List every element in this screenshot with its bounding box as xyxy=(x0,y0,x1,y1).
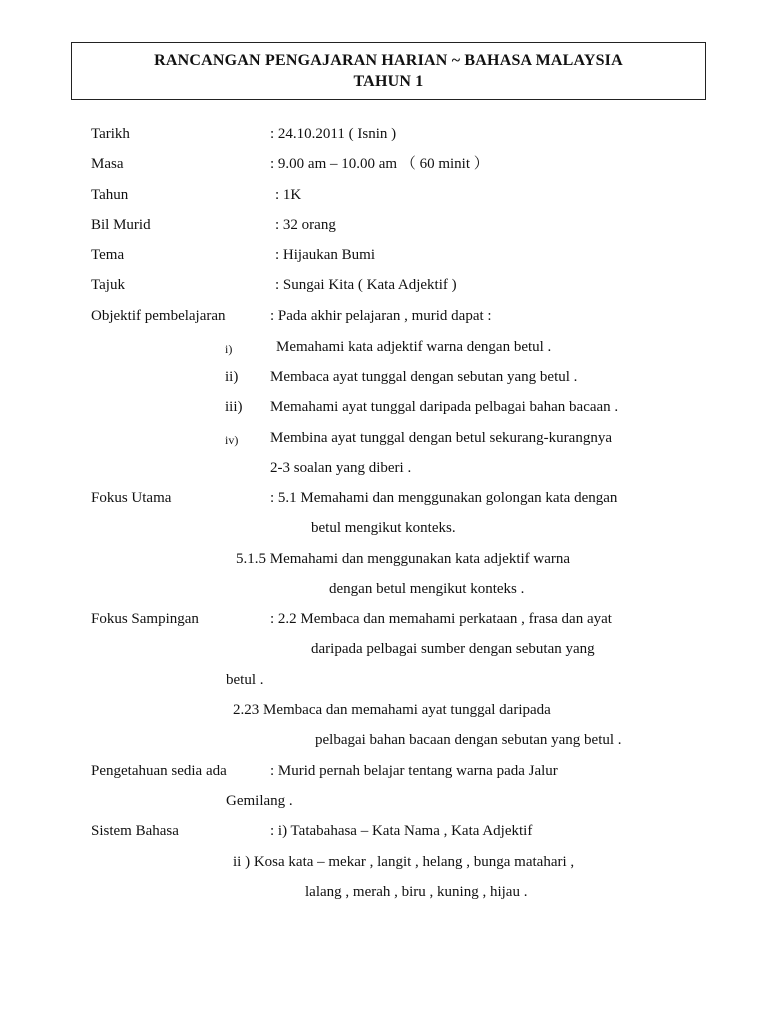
pengetahuan-line: : Murid pernah belajar tentang warna pada Jalur xyxy=(270,763,558,779)
pengetahuan-line: Gemilang . xyxy=(226,793,293,809)
field-value-tahun: : 1K xyxy=(275,187,302,203)
field-value-tarikh: : 24.10.2011 ( Isnin ) xyxy=(270,126,397,142)
sistem-bahasa-line: ii ) Kosa kata – mekar , langit , helang , bunga matahari , xyxy=(233,854,575,870)
document-title-box xyxy=(71,42,706,100)
field-label-tahun: Tahun xyxy=(91,187,129,203)
field-value-objektif: : Pada akhir pelajaran , murid dapat : xyxy=(270,308,492,324)
fokus-sampingan-line: 2.23 Membaca dan memahami ayat tunggal daripada xyxy=(233,702,551,718)
fokus-sampingan-line: betul . xyxy=(226,672,264,688)
objective-number: iv) xyxy=(225,433,239,447)
field-value-masa: : 9.00 am – 10.00 am （ 60 minit ） xyxy=(270,156,489,172)
field-value-tema: : Hijaukan Bumi xyxy=(275,247,375,263)
field-label-fokus-sampingan: Fokus Sampingan xyxy=(91,611,199,627)
field-label-tarikh: Tarikh xyxy=(91,126,130,142)
sistem-bahasa-line: lalang , merah , biru , kuning , hijau . xyxy=(305,884,528,900)
fokus-utama-line: 5.1.5 Memahami dan menggunakan kata adjektif warna xyxy=(236,551,571,567)
field-label-objektif: Objektif pembelajaran xyxy=(91,308,226,324)
field-value-bil-murid: : 32 orang xyxy=(275,217,336,233)
objective-text: Membaca ayat tunggal dengan sebutan yang betul . xyxy=(270,369,578,385)
field-label-sistem-bahasa: Sistem Bahasa xyxy=(91,823,179,839)
fokus-utama-line: dengan betul mengikut konteks . xyxy=(329,581,525,597)
fokus-utama-line: betul mengikut konteks. xyxy=(311,520,456,536)
field-label-bil-murid: Bil Murid xyxy=(91,217,151,233)
field-label-tajuk: Tajuk xyxy=(91,277,125,293)
field-label-pengetahuan: Pengetahuan sedia ada xyxy=(91,763,227,779)
field-value-tajuk: : Sungai Kita ( Kata Adjektif ) xyxy=(275,277,457,293)
objective-number: i) xyxy=(225,342,233,356)
document-title: RANCANGAN PENGAJARAN HARIAN ~ BAHASA MALAYSIA xyxy=(154,52,623,69)
fokus-sampingan-line: daripada pelbagai sumber dengan sebutan yang xyxy=(311,641,595,657)
document-subtitle: TAHUN 1 xyxy=(353,73,424,90)
fokus-sampingan-line: pelbagai bahan bacaan dengan sebutan yang betul . xyxy=(315,732,622,748)
fokus-utama-line: : 5.1 Memahami dan menggunakan golongan kata dengan xyxy=(270,490,618,506)
objective-number: iii) xyxy=(225,399,243,415)
objective-text: Memahami kata adjektif warna dengan betul . xyxy=(276,339,552,355)
sistem-bahasa-line: : i) Tatabahasa – Kata Nama , Kata Adjektif xyxy=(270,823,533,839)
field-label-masa: Masa xyxy=(91,156,124,172)
fokus-sampingan-line: : 2.2 Membaca dan memahami perkataan , frasa dan ayat xyxy=(270,611,612,627)
objective-number: ii) xyxy=(225,369,239,385)
field-label-fokus-utama: Fokus Utama xyxy=(91,490,172,506)
field-label-tema: Tema xyxy=(91,247,125,263)
objective-text: Membina ayat tunggal dengan betul sekurang-kurangnya xyxy=(270,430,612,446)
objective-text-continued: 2-3 soalan yang diberi . xyxy=(270,460,412,476)
objective-text: Memahami ayat tunggal daripada pelbagai bahan bacaan . xyxy=(270,399,619,415)
